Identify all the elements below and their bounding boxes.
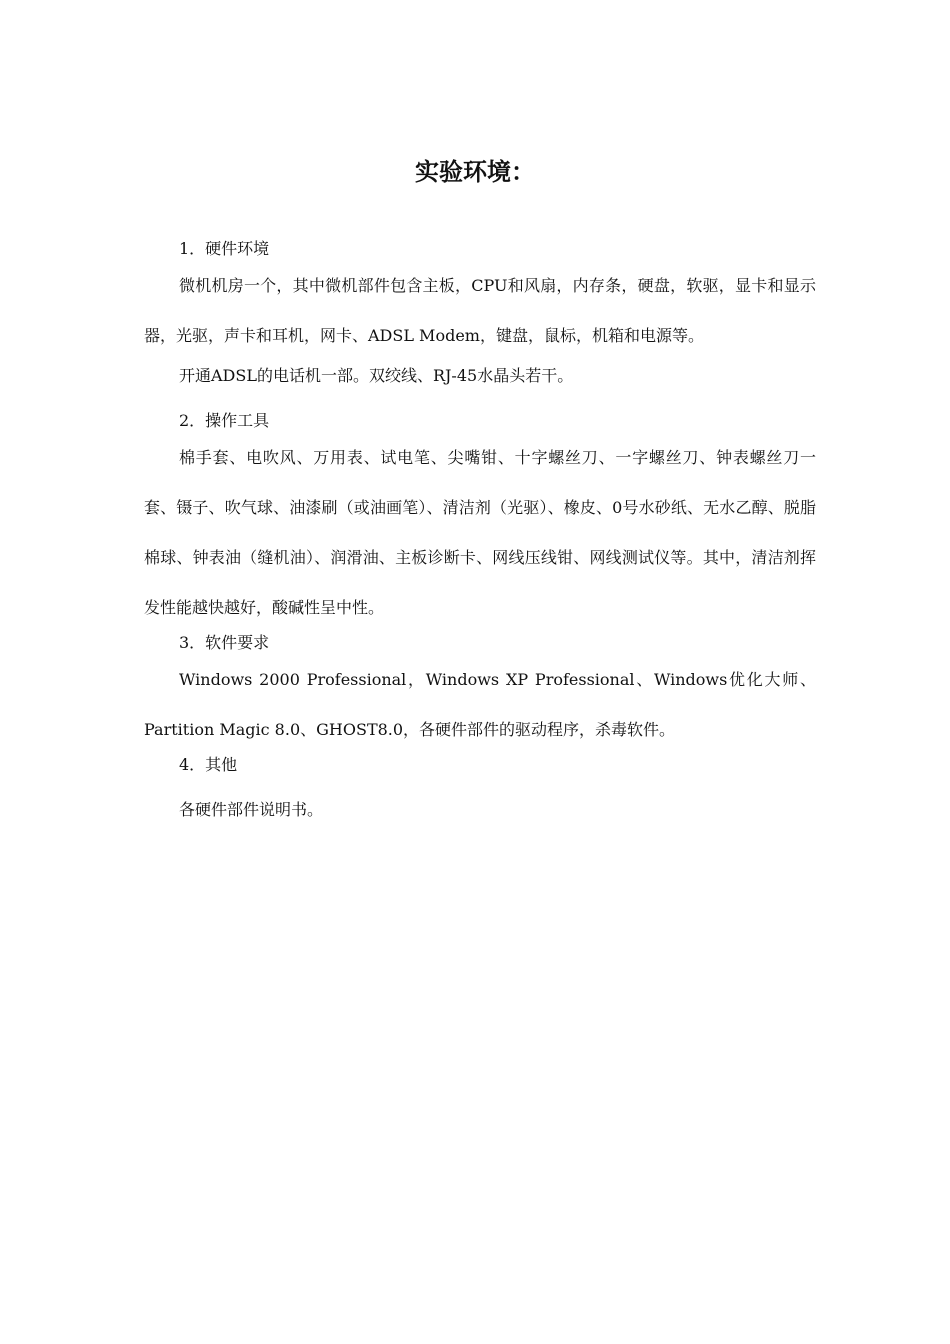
paragraph-adsl-phone: 开通ADSL的电话机一部。双绞线、RJ-45水晶头若干。 <box>179 366 574 385</box>
document-body <box>144 234 816 825</box>
page-title: 实验环境： <box>415 157 535 186</box>
section-heading-other: 4．其他 <box>179 755 238 774</box>
section-heading-hardware: 1．硬件环境 <box>179 239 270 258</box>
paragraph-software-list: Windows 2000 Professional，Windows XP Professional、Windows优化大师、Partition Magic 8.0、GHOST8.0，各硬件部件的驱动程序，杀毒软件。 <box>144 670 816 739</box>
section-heading-software: 3．软件要求 <box>179 633 270 652</box>
paragraph-tools-list: 棉手套、电吹风、万用表、试电笔、尖嘴钳、十字螺丝刀、一字螺丝刀、钟表螺丝刀一套、镊子、吹气球、油漆刷（或油画笔）、清洁剂（光驱）、橡皮、0号水砂纸、无水乙醇、脱脂棉球、钟表油（缝机油）、润滑油、主板诊断卡、网线压线钳、网线测试仪等。其中，清洁剂挥发性能越快越好，酸碱性呈中性。 <box>144 448 816 617</box>
section-heading-tools: 2．操作工具 <box>179 411 270 430</box>
paragraph-hardware-list: 微机机房一个，其中微机部件包含主板，CPU和风扇，内存条，硬盘，软驱，显卡和显示器，光驱，声卡和耳机，网卡、ADSL Modem，键盘，鼠标，机箱和电源等。 <box>144 276 816 345</box>
paragraph-manuals: 各硬件部件说明书。 <box>179 800 324 819</box>
